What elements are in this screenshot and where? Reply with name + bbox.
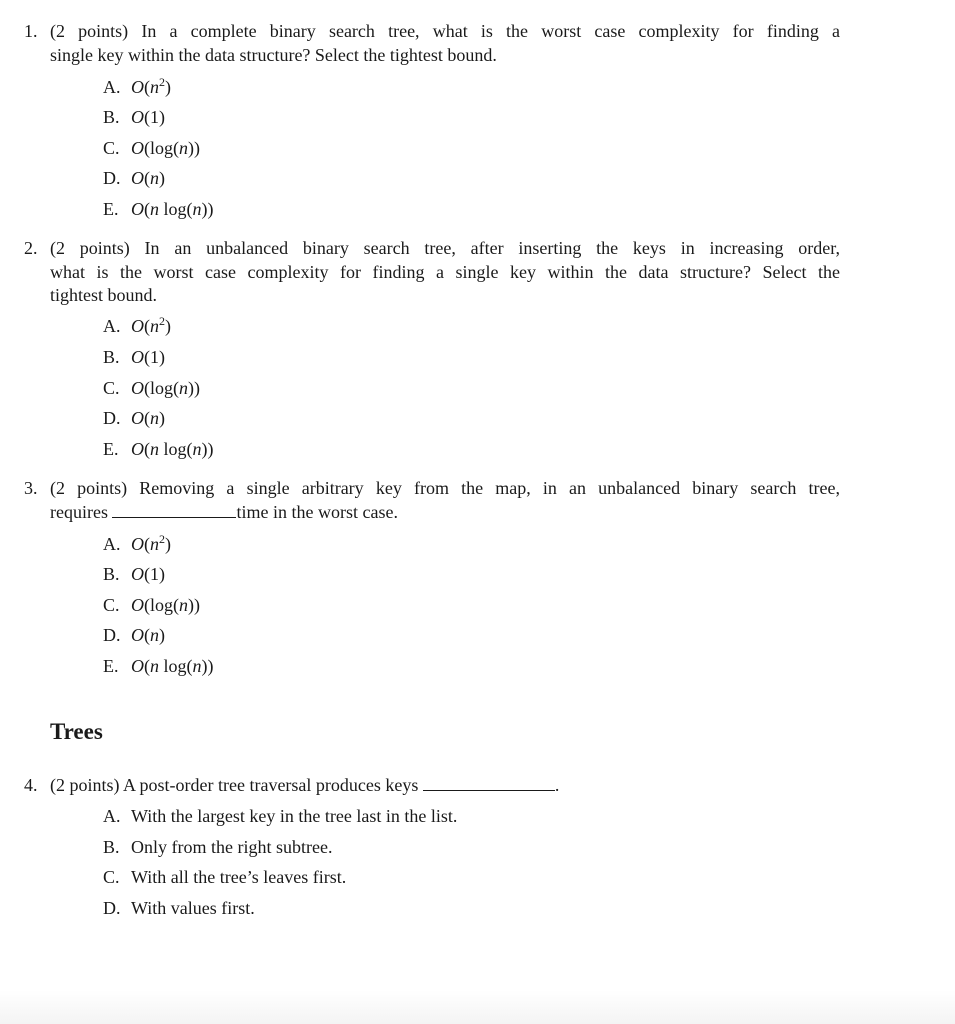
option-math: O(n log(n))	[131, 199, 214, 219]
answer-option-b	[103, 563, 165, 586]
question-text-line: what is the worst case complexity for finding a single key within the data structure? Select the	[50, 261, 840, 282]
question-text-fragment: time in the worst case.	[236, 501, 398, 522]
option-letter: C.	[103, 378, 120, 398]
option-math: O(n)	[131, 625, 165, 645]
question-number: 3.	[24, 478, 38, 498]
option-letter: D.	[103, 168, 121, 188]
answer-option-b	[103, 836, 332, 859]
option-text: With the largest key in the tree last in the list.	[131, 806, 458, 826]
option-math: $O(n^2)$	[131, 75, 171, 97]
answer-option-d	[103, 624, 165, 647]
question-text-fragment: requires	[50, 501, 108, 522]
answer-option-a	[103, 315, 171, 338]
question-number: 2.	[24, 238, 38, 258]
question-text-line: (2 points) In an unbalanced binary search tree, after inserting the keys in increasing order,	[50, 238, 840, 258]
answer-option-a	[103, 805, 457, 828]
option-math: O(n)	[131, 168, 165, 188]
question-text-fragment: (2 points) A post-order tree traversal produces keys	[50, 775, 419, 795]
question-text	[50, 477, 840, 524]
answer-option-e	[103, 655, 214, 678]
option-text: With values first.	[131, 898, 255, 918]
fill-in-blank	[112, 516, 236, 518]
fill-in-blank	[423, 789, 555, 791]
answer-option-a	[103, 533, 171, 556]
option-letter: B.	[103, 837, 120, 857]
question-text-line: tightest bound.	[50, 285, 157, 305]
answer-option-e	[103, 198, 214, 221]
page-bottom-shade	[0, 990, 955, 1024]
question-text-line	[50, 501, 840, 525]
option-letter: B.	[103, 107, 120, 127]
answer-option-a	[103, 76, 171, 99]
option-letter: D.	[103, 898, 121, 918]
option-letter: B.	[103, 564, 120, 584]
answer-option-c	[103, 137, 200, 160]
option-math: $O(n^2)$	[131, 314, 171, 336]
option-letter: C.	[103, 595, 120, 615]
question-text-line: single key within the data structure? Select the tightest bound.	[50, 44, 497, 65]
option-letter: D.	[103, 625, 121, 645]
section-heading: Trees	[50, 719, 103, 744]
question-text	[50, 774, 650, 798]
question-text-line: (2 points) In a complete binary search tree, what is the worst case complexity for finding a	[50, 21, 840, 41]
answer-option-c	[103, 866, 346, 889]
answer-option-b	[103, 346, 165, 369]
option-letter: A.	[103, 316, 121, 336]
option-letter: E.	[103, 656, 119, 676]
option-letter: A.	[103, 534, 121, 554]
option-math: O(n log(n))	[131, 439, 214, 459]
option-text: With all the tree’s leaves first.	[131, 867, 347, 887]
option-math: $O(n^2)$	[131, 532, 171, 554]
option-letter: C.	[103, 138, 120, 158]
question-number: 4.	[24, 775, 38, 795]
answer-option-d	[103, 167, 165, 190]
option-letter: D.	[103, 408, 121, 428]
option-letter: A.	[103, 77, 121, 97]
answer-option-c	[103, 594, 200, 617]
option-math: O(log(n))	[131, 378, 200, 398]
answer-option-c	[103, 377, 200, 400]
option-math: O(1)	[131, 107, 165, 127]
option-letter: B.	[103, 347, 120, 367]
option-text: Only from the right subtree.	[131, 837, 333, 857]
option-letter: E.	[103, 439, 119, 459]
option-math: O(log(n))	[131, 595, 200, 615]
question-text	[50, 237, 840, 308]
option-math: O(n)	[131, 408, 165, 428]
answer-option-b	[103, 106, 165, 129]
answer-option-e	[103, 438, 214, 461]
option-letter: C.	[103, 867, 120, 887]
answer-option-d	[103, 897, 255, 920]
option-letter: A.	[103, 806, 121, 826]
question-text-fragment: .	[554, 775, 560, 795]
option-math: O(n log(n))	[131, 656, 214, 676]
question-number: 1.	[24, 21, 38, 41]
option-math: O(log(n))	[131, 138, 200, 158]
question-text	[50, 20, 840, 67]
option-math: O(1)	[131, 564, 165, 584]
option-letter: E.	[103, 199, 119, 219]
option-math: O(1)	[131, 347, 165, 367]
answer-option-d	[103, 407, 165, 430]
question-text-line: (2 points) Removing a single arbitrary key from the map, in an unbalanced binary search tree,	[50, 478, 840, 498]
